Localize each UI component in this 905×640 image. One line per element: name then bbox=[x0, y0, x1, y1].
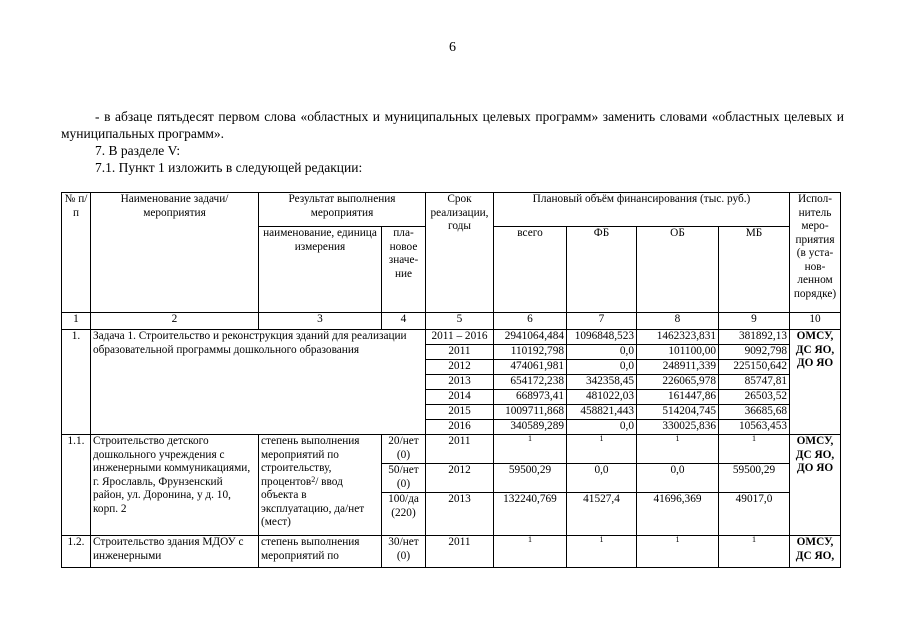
header-name: Наименование задачи/мероприятия bbox=[91, 193, 259, 313]
item11-total: 59500,29 bbox=[494, 464, 567, 493]
item11-total: 1 bbox=[494, 435, 567, 464]
paragraph-subsection: 7.1. Пункт 1 изложить в следующей редакции: bbox=[95, 160, 363, 175]
header-executor: Испол-нитель меро-приятия (в уста-нов-ленном порядке) bbox=[790, 193, 841, 313]
task1-total: 668973,41 bbox=[494, 390, 567, 405]
task1-total: 654172,238 bbox=[494, 375, 567, 390]
item11-year: 2011 bbox=[426, 435, 494, 464]
task1-fb: 0,0 bbox=[567, 345, 637, 360]
col-number: 7 bbox=[567, 313, 637, 330]
task1-fb: 342358,45 bbox=[567, 375, 637, 390]
item12-ob: 1 bbox=[637, 536, 719, 568]
task1-year: 2013 bbox=[426, 375, 494, 390]
header-result-plan: пла-новое значе-ние bbox=[382, 227, 426, 313]
item11-ob: 1 bbox=[637, 435, 719, 464]
task1-mb: 225150,642 bbox=[719, 360, 790, 375]
header-result: Результат выполнения мероприятия bbox=[259, 193, 426, 227]
item11-total: 132240,769 bbox=[494, 493, 567, 536]
task1-ob: 101100,00 bbox=[637, 345, 719, 360]
task1-fb: 458821,443 bbox=[567, 405, 637, 420]
item11-fb: 0,0 bbox=[567, 464, 637, 493]
header-num: № п/п bbox=[62, 193, 91, 313]
task1-year: 2015 bbox=[426, 405, 494, 420]
task1-fb: 481022,03 bbox=[567, 390, 637, 405]
task1-ob: 330025,836 bbox=[637, 420, 719, 435]
item11-ob: 41696,369 bbox=[637, 493, 719, 536]
item12-mb: 1 bbox=[719, 536, 790, 568]
task1-ob: 226065,978 bbox=[637, 375, 719, 390]
header-fb: ФБ bbox=[567, 227, 637, 313]
task1-year: 2012 bbox=[426, 360, 494, 375]
item11-year: 2013 bbox=[426, 493, 494, 536]
task1-num: 1. bbox=[62, 330, 91, 435]
item11-mb: 49017,0 bbox=[719, 493, 790, 536]
item11-fb: 41527,4 bbox=[567, 493, 637, 536]
item12-num: 1.2. bbox=[62, 536, 91, 568]
item11-ob: 0,0 bbox=[637, 464, 719, 493]
task1-fb: 0,0 bbox=[567, 360, 637, 375]
paragraph-section: 7. В разделе V: bbox=[95, 143, 181, 158]
item11-executor: ОМСУ, ДС ЯО, ДО ЯО bbox=[790, 435, 841, 536]
header-ob: ОБ bbox=[637, 227, 719, 313]
task1-year: 2014 bbox=[426, 390, 494, 405]
item12-year: 2011 bbox=[426, 536, 494, 568]
task1-name: Задача 1. Строительство и реконструкция зданий для реализации образовательной программы дошкольного образования bbox=[91, 330, 426, 435]
item11-result bbox=[259, 435, 382, 536]
task1-total: 474061,981 bbox=[494, 360, 567, 375]
task1-mb: 10563,453 bbox=[719, 420, 790, 435]
item12-executor: ОМСУ, ДС ЯО, bbox=[790, 536, 841, 568]
item11-result-b: / ввод объекта в эксплуатацию, да/нет (мест) bbox=[261, 475, 365, 528]
task1-year: 2011 – 2016 bbox=[426, 330, 494, 345]
col-number: 6 bbox=[494, 313, 567, 330]
task1-mb: 381892,13 bbox=[719, 330, 790, 345]
header-total: всего bbox=[494, 227, 567, 313]
item11-result-footnote: 2 bbox=[311, 474, 316, 484]
task1-total: 2941064,484 bbox=[494, 330, 567, 345]
task1-mb: 26503,52 bbox=[719, 390, 790, 405]
task1-ob: 1462323,831 bbox=[637, 330, 719, 345]
item11-plan: 20/нет (0) bbox=[382, 435, 426, 464]
item11-plan: 100/да (220) bbox=[382, 493, 426, 536]
item12-fb: 1 bbox=[567, 536, 637, 568]
col-number: 2 bbox=[91, 313, 259, 330]
task1-year: 2016 bbox=[426, 420, 494, 435]
task1-ob: 161447,86 bbox=[637, 390, 719, 405]
task1-fb: 0,0 bbox=[567, 420, 637, 435]
task1-total: 110192,798 bbox=[494, 345, 567, 360]
paragraph-amendment: - в абзаце пятьдесят первом слова «областных и муниципальных целевых программ» заменить словами «областных целевых и муниципальных программ». bbox=[61, 109, 844, 141]
item12-plan: 30/нет (0) bbox=[382, 536, 426, 568]
header-mb: МБ bbox=[719, 227, 790, 313]
col-number: 9 bbox=[719, 313, 790, 330]
item11-num: 1.1. bbox=[62, 435, 91, 536]
col-number: 1 bbox=[62, 313, 91, 330]
col-number: 8 bbox=[637, 313, 719, 330]
item12-name: Строительство здания МДОУ с инженерными bbox=[91, 536, 259, 568]
task1-mb: 9092,798 bbox=[719, 345, 790, 360]
task1-mb: 36685,68 bbox=[719, 405, 790, 420]
col-number: 4 bbox=[382, 313, 426, 330]
financing-table bbox=[61, 192, 841, 568]
item11-result-a: степень выполнения мероприятий по строительству, процентов bbox=[261, 435, 360, 488]
col-number: 3 bbox=[259, 313, 382, 330]
header-term: Срок реализации, годы bbox=[426, 193, 494, 313]
task1-ob: 514204,745 bbox=[637, 405, 719, 420]
header-financing: Плановый объём финансирования (тыс. руб.) bbox=[494, 193, 790, 227]
item12-total: 1 bbox=[494, 536, 567, 568]
col-number: 10 bbox=[790, 313, 841, 330]
task1-year: 2011 bbox=[426, 345, 494, 360]
item11-mb: 1 bbox=[719, 435, 790, 464]
item11-plan: 50/нет (0) bbox=[382, 464, 426, 493]
task1-executor: ОМСУ, ДС ЯО, ДО ЯО bbox=[790, 330, 841, 435]
task1-fb: 1096848,523 bbox=[567, 330, 637, 345]
item11-year: 2012 bbox=[426, 464, 494, 493]
item11-fb: 1 bbox=[567, 435, 637, 464]
page-number: 6 bbox=[449, 40, 456, 55]
item11-name: Строительство детского дошкольного учреждения с инженерными коммуникациями, г. Ярославль, Фрунзенский район, ул. Доронина, у д. 10, корп. 2 bbox=[91, 435, 259, 536]
item11-mb: 59500,29 bbox=[719, 464, 790, 493]
task1-total: 1009711,868 bbox=[494, 405, 567, 420]
task1-mb: 85747,81 bbox=[719, 375, 790, 390]
header-result-unit: наименование, единица измерения bbox=[259, 227, 382, 313]
col-number: 5 bbox=[426, 313, 494, 330]
task1-total: 340589,289 bbox=[494, 420, 567, 435]
item12-result: степень выполнения мероприятий по bbox=[259, 536, 382, 568]
task1-ob: 248911,339 bbox=[637, 360, 719, 375]
